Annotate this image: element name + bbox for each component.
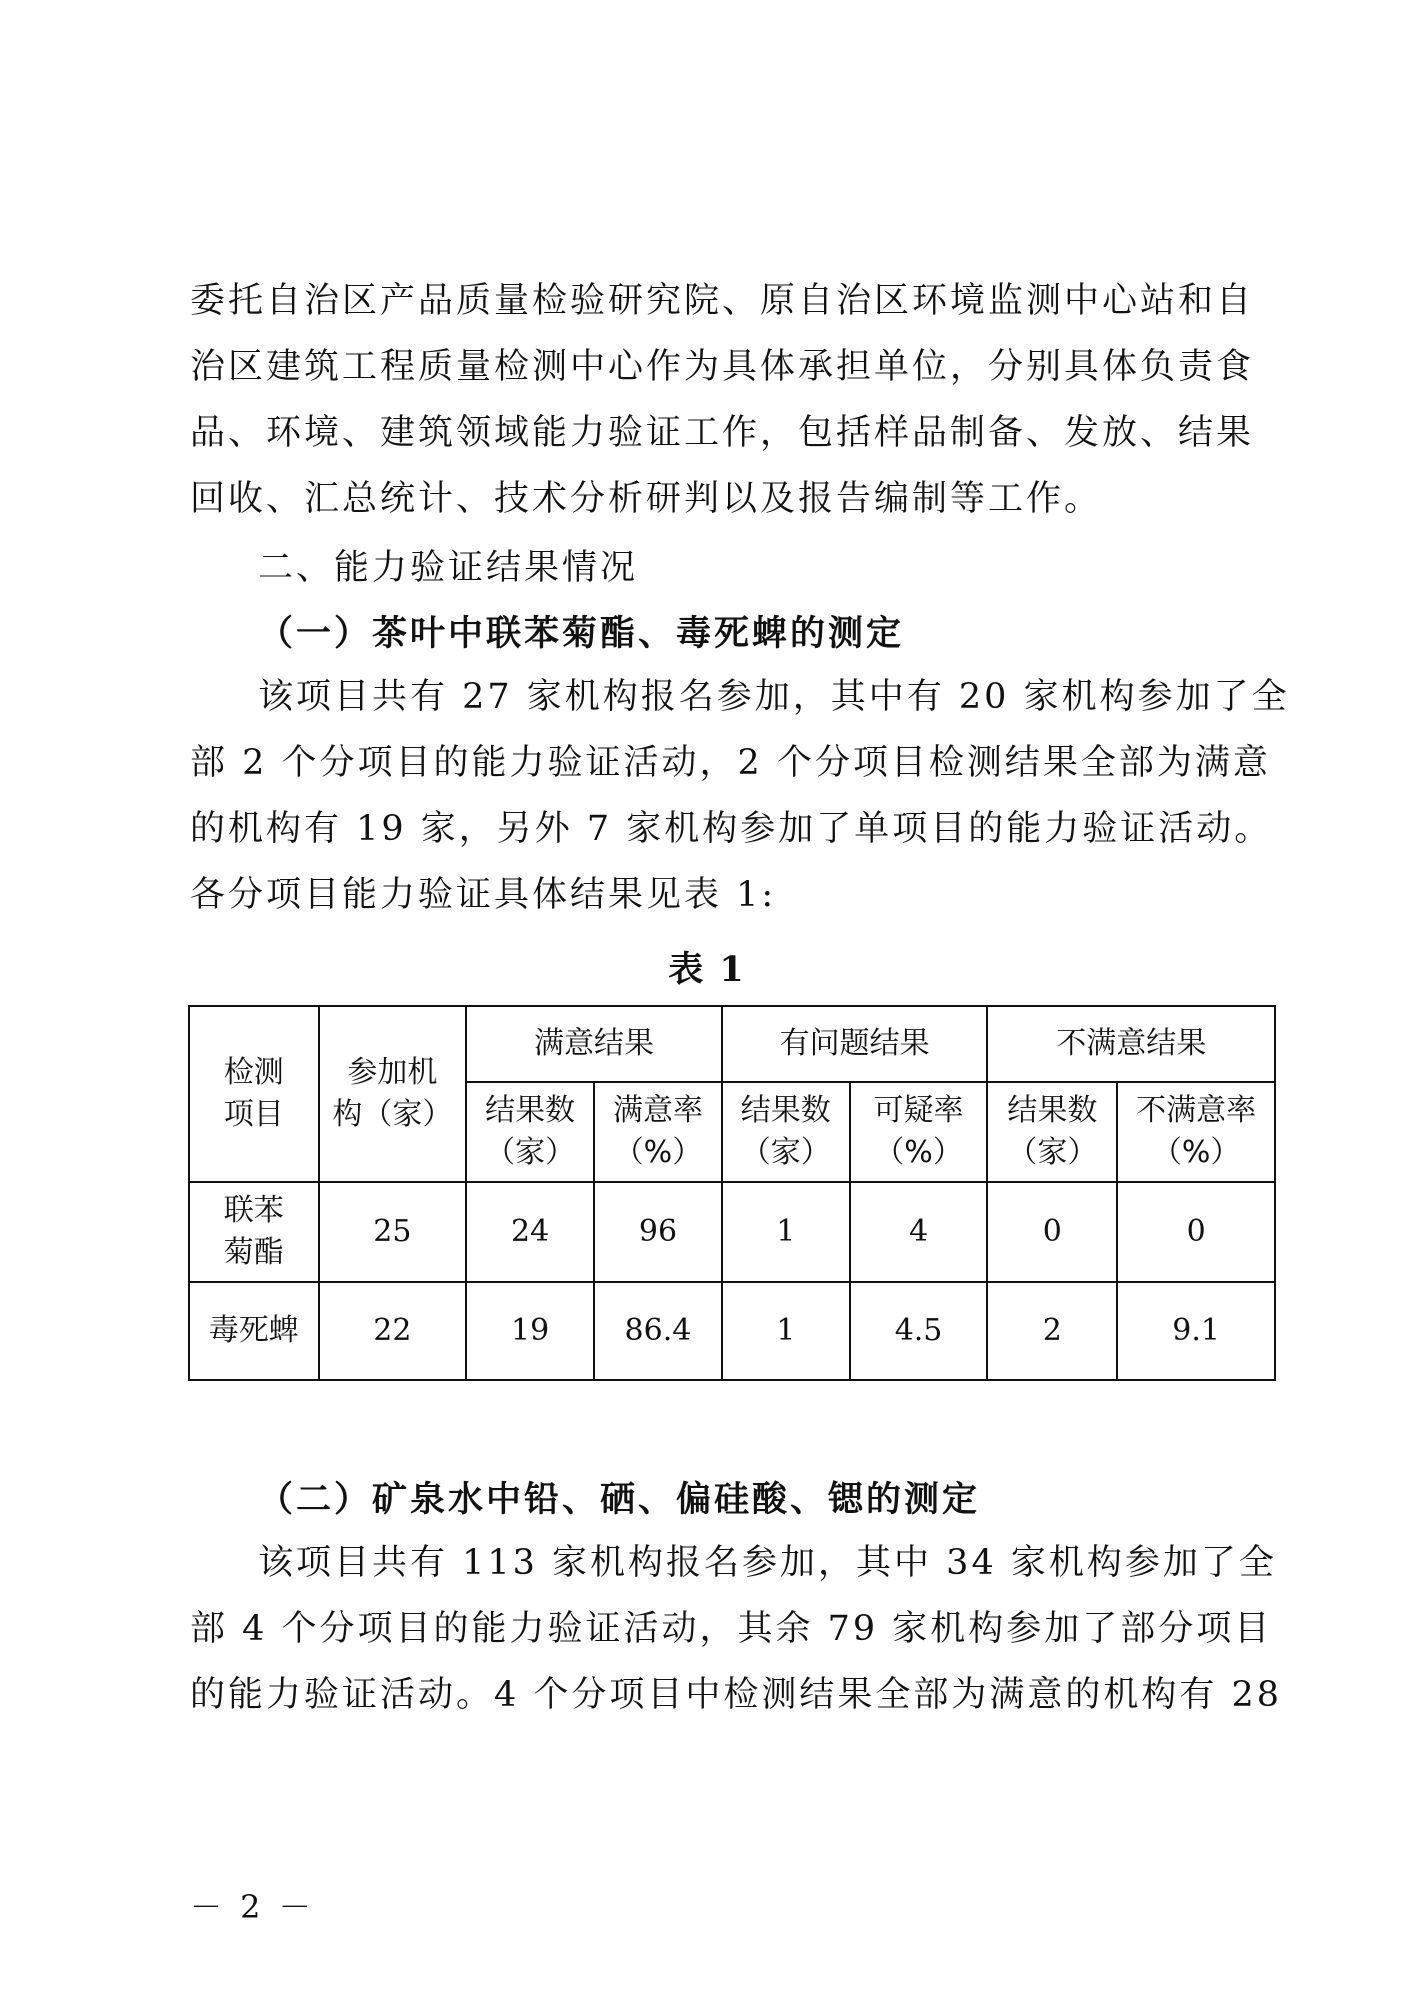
text-line: 部 4 个分项目的能力验证活动，其余 79 家机构参加了部分项目 [190, 1609, 1273, 1649]
cell-text: 毒死蜱 [208, 1313, 299, 1348]
header-text: （%） [874, 1135, 963, 1170]
subheader-sat-count [466, 1082, 594, 1182]
table-row [189, 1282, 1275, 1380]
table-header-row [189, 1006, 1275, 1082]
header-text: （%） [613, 1135, 703, 1170]
header-text: 项目 [223, 1097, 284, 1132]
header-text: 结果数 [740, 1093, 831, 1128]
header-text: 构（家） [332, 1097, 453, 1132]
cell-unsat-count: 2 [987, 1282, 1117, 1380]
text-line: 该项目共有 113 家机构报名参加，其中 34 家机构参加了全 [258, 1543, 1277, 1583]
results-table [188, 1005, 1276, 1381]
subheader-unsat-count [987, 1082, 1117, 1182]
cell-q-count: 1 [722, 1282, 850, 1380]
header-participants [319, 1006, 467, 1182]
cell-item [189, 1182, 319, 1282]
cell-participants: 25 [319, 1182, 467, 1282]
paragraph-mineral-water-summary [190, 1530, 1283, 1728]
subheader-q-count [722, 1082, 850, 1182]
cell-sat-count: 24 [466, 1182, 594, 1282]
cell-unsat-count: 0 [987, 1182, 1117, 1282]
text-line: 的能力验证活动。4 个分项目中检测结果全部为满意的机构有 28 [190, 1675, 1283, 1715]
subheader-sat-rate [594, 1082, 722, 1182]
cell-participants: 22 [319, 1282, 467, 1380]
header-text: 结果数 [1007, 1093, 1098, 1128]
header-satisfactory: 满意结果 [466, 1006, 722, 1082]
cell-unsat-rate: 9.1 [1117, 1282, 1275, 1380]
header-text: 可疑率 [873, 1093, 964, 1128]
table-row [189, 1182, 1275, 1282]
header-item [189, 1006, 319, 1182]
section-heading: 二、能力验证结果情况 [258, 548, 639, 588]
cell-sat-rate: 96 [594, 1182, 722, 1282]
text-line: 该项目共有 27 家机构报名参加，其中有 20 家机构参加了全 [258, 677, 1290, 717]
header-text: （%） [1151, 1135, 1241, 1170]
header-text: 满意率 [612, 1093, 703, 1128]
header-questionable: 有问题结果 [722, 1006, 988, 1082]
cell-text: 菊酯 [223, 1235, 284, 1270]
header-text: 参加机 [347, 1055, 438, 1090]
cell-q-rate: 4.5 [850, 1282, 988, 1380]
subsection-heading-mineral-water: （二）矿泉水中铅、硒、偏硅酸、锶的测定 [258, 1479, 981, 1520]
header-text: 不满意率 [1136, 1093, 1257, 1128]
cell-text: 联苯 [223, 1193, 284, 1228]
header-unsatisfactory: 不满意结果 [987, 1006, 1275, 1082]
header-text: （家） [740, 1135, 831, 1170]
subheader-q-rate [850, 1082, 988, 1182]
table-caption: 表 1 [668, 949, 746, 990]
text-line: 部 2 个分项目的能力验证活动，2 个分项目检测结果全部为满意 [190, 743, 1271, 783]
subheader-unsat-rate [1117, 1082, 1275, 1182]
header-text: 结果数 [485, 1093, 576, 1128]
cell-q-rate: 4 [850, 1182, 988, 1282]
subsection-heading-tea: （一）茶叶中联苯菊酯、毒死蜱的测定 [258, 613, 905, 654]
text-line: 治区建筑工程质量检测中心作为具体承担单位，分别具体负责食 [190, 347, 1255, 387]
cell-q-count: 1 [722, 1182, 850, 1282]
cell-unsat-rate: 0 [1117, 1182, 1275, 1282]
page-number: － 2 － [190, 1888, 315, 1926]
cell-item [189, 1282, 319, 1380]
paragraph-tea-summary [190, 664, 1290, 928]
text-line: 回收、汇总统计、技术分析研判以及报告编制等工作。 [190, 479, 1103, 519]
paragraph-undertaking-units [190, 268, 1255, 532]
cell-sat-count: 19 [466, 1282, 594, 1380]
header-text: 检测 [223, 1055, 284, 1090]
cell-sat-rate: 86.4 [594, 1282, 722, 1380]
text-line: 各分项目能力验证具体结果见表 1: [190, 875, 777, 915]
text-line: 的机构有 19 家，另外 7 家机构参加了单项目的能力验证活动。 [190, 809, 1273, 849]
text-line: 委托自治区产品质量检验研究院、原自治区环境监测中心站和自 [190, 281, 1255, 321]
header-text: （家） [485, 1135, 576, 1170]
header-text: （家） [1007, 1135, 1098, 1170]
text-line: 品、环境、建筑领域能力验证工作，包括样品制备、发放、结果 [190, 413, 1255, 453]
